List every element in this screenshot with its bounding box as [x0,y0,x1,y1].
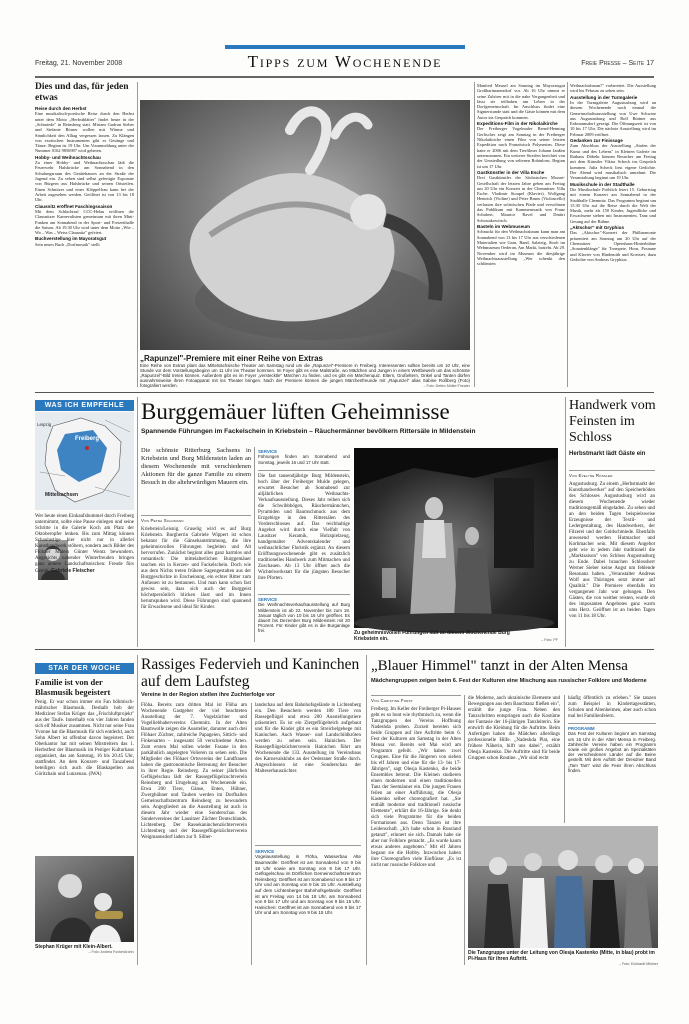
mensa-col3-box [568,696,656,822]
column-rule [137,82,138,387]
brief-text: Der Freiberger Vogelmaler Bernd-Henning Gerlischer zeigt am Sonntag in der Freiberger Nikolaikirche einen Film von seiner letzten Expedition nach Französisch Polynesien. Diese hatte er 2006 mit dem Tierfilmer Johann Janßen unternommen. Ein weiterer Streifen berichtet von der Umsiedlung von seltenen Robinlons. Beginn ist um 17 Uhr. [477,126,565,169]
recommend-paragraph: Wer heute einen Einkaufsbummel durch Freiberg unternimmt, sollte eine Pause einlegen und seine Schritte in die Galerie Koch am Platz der Oktoberopfer lenken. Bis zum Mittag können Schaulustige hier nicht nur in allerlei Kunsthandwerk stöbern, sondern auch Bilder des Flöhaer Malers Günter Wentz bewundern. Angesichts nahender Winterfreuden bringen ganz andere Landschaftsnischen: Freude fürs Gemüt. [35,514,134,574]
map-label-city: Freiberg [75,436,100,442]
mensa-program-label: PROGRAMM [568,726,595,731]
federvieh-service-box [255,848,361,964]
header-section-title: Tipps zum Wochenende [247,52,443,71]
top-left-items [35,106,134,392]
star-photo-credit: – Foto: Andrea Funke/Archiv [88,950,134,954]
header-rule [35,76,654,78]
header-date: Freitag, 21. November 2008 [35,60,123,67]
kriebstein-caption-text: Zu geheimnisvollen Führungen lädt an diesem Wochenende Burg Kriebstein ein. [354,630,510,642]
brief-text: Weihnachtsbaum?" vorbereitet. Die Ausstellung wird bis Februar zu sehen sein. [570,83,656,94]
main-lead: Die schönste Ritterburg Sachsens in Kriebstein und Burg Mildenstein laden an diesem Wochenende mit verschiedenen Aktionen für die ganze Familie zu einem Besuch in die altehrwürdigen Mauern ein. [141,447,251,486]
rapunzel-caption-title: „Rapunzel"-Premiere mit einer Reihe von Extras [140,354,323,363]
main-service-text: Führungen finden am Sonnabend und Sonntag, jeweils 16 und 17 Uhr statt. [258,454,350,465]
star-photo-figures [35,856,134,942]
header-accent-bar [225,45,465,49]
main-service2-label: SERVICE [258,597,278,602]
column-rule [474,82,475,387]
main-byline: Von Petra Schumann [141,518,184,523]
brief-item [35,106,134,154]
brief-title: Ausstellung in der Turmgalerie [570,94,638,100]
brief-item [35,155,134,203]
section-rule [35,392,654,393]
header-paper: Freie Presse – Seite 17 [581,60,654,67]
recommend-text [35,514,134,639]
brief-item [570,182,656,224]
brief-item [570,225,656,262]
brief-title: Reise durch den Herbst [35,106,87,111]
column-rule [366,655,367,965]
right-story-headline: Handwerk vom Feinsten im Schloss [569,398,656,445]
top-right-column-b [570,83,656,386]
mensa-caption-text: Die Tanzgruppe unter der Leitung von Olesja Kastenko (Mitte, in blau) probt im Pi-Haus für ihren Auftritt. [468,950,655,962]
star-text: Penig. Er war schon immer ein Fan böhmisch-mährischer Blasmusik. Deshalb hob der Mediziner Stefan Krüger das „Frischluftprojekt" aus der Taufe. Innerhalb von vier Jahren fanden sich elf Musiker zusammen. Nicht nur seine Frau Yvonne hat die Blasmusik für sich entdeckt, auch Sohn Albert ist offenbar davon begeistert. Der Oberkantor hat mit seinen Mitstreitern das 1. Herbstfest der Blasmusik im Peniger Kulturhaus organisiert, das am Samstag, 16 bis 20.45 Uhr, stattfindet. An dem Konzert- und Tanzabend beteiligen sich auch die Blaskapellen aus Göritzhain und Lunzenau. (IWA) [35,700,134,777]
rapunzel-caption-text: Eine Reihe von Extras plant das Mittelsächsische Theater am Samstag rund um die „Rapunzel"-Premiere in Freiberg. Interessenten sollten bereits um 10 Uhr, eine Stunde vor dem Vorstellungsbeginn um 11 Uhr ins Theater kommen. Im Foyer gibt es eine Malstraße, wo Mädchen und Jungen in einem Wettbewerb um das schönste „Rapunzel"-Bild treten können. Außerdem gibt es im Foyer „verstecktle" Märchen zu finden, und es gibt ein Märchenquiz. Eltern, Großeltern, Onkel und Tanten dürfen ausnahmsweise ihren Fotoapparat mit ins Theater bringen. Nach der Premiere können die jungen Märchenfreunde mit „Rapunzel" alias Sabine Roßberg (Foto) fotografiert werden. [140,363,470,389]
mensa-photo-credit: – Foto: Eckhardt Mildner [618,962,658,966]
main-headline: Burggemäuer lüften Geheimnisse [141,399,450,424]
brief-text: Manfred Meusel am Sonntag im Mayoratsgut Großhartmannsdorf vor. Ab 16 Uhr nimmt er seine Zuhörer mit in die nahe Vergangenheit und lässt sie teilhaben am Leben in der Dorfgemeinschaft. Im Anschluss findet eine Signierstunde statt und die Gäste können mit dem Autor ins Gespräch kommen. [477,83,565,120]
main-col2: Die fast tausendjährige Burg Mildenstein, hoch über der Freiberger Mulde gelegen, erwartet Besucher ab Sonnabend zur alljährlichen Weihnachts-Verkaufsausstellung. Dieses Jahr reihen sich die Schwibbbögen, Räuchermännchen, Pyramiden und Baumschmuck aus dem Erzgebirge in den Rittersälen des Vorderschlosses auf. Das reichhaltige Angebot wird durch eine Vielfalt von Lausitzer Keramik, Holzspielzeug, handgemalter Adventskalender und weihnachtlicher Floristik ergänzt. An diesem Eröffnungswochenende gibt es zusätzlich traditionelles Handwerk zum Mitmachen und Zuschauen. Ab 13 Uhr öffnet auch die Wichtelwerkstatt für die jüngsten Besucher ihre Pforten. [258,474,350,581]
federvieh-headline: Rassiges Federvieh und Kaninchen auf dem Laufsteg [141,656,360,690]
federvieh-service-label: SERVICE [255,849,275,854]
federvieh-service-text: Vogelausstellung in Flöha, Wasserbau Alte Baumwolle: Geöffnet ist am Sonnabend von 9 bis 18 Uhr sowie am Sonntag von 9 bis 17 Uhr. Geflügelschau im Dörflichen Gemeinschaftszentrum Reinsberg: Geöffnet ist am Sonnabend von 9 bis 17 Uhr und am Sonntag von 9 bis 15 Uhr. Ausstellung auf dem Lichtenberger Bahnhofsgelände: Geöffnet ist am Freitag von 14 bis 18 Uhr, am Sonnabend von 9 bis 17 Uhr und am Sonntag von 9 bis 15 Uhr. Hainichen: Geöffnet ist am Sonnabend von 9 bis 17 Uhr und am Sonntag von 9 bis 15 Uhr. [255,854,361,916]
mensa-col3: häufig öffentlich zu erleben." Sie tanzen zum Beispiel in Kindertagesstätten, Schulen und Altenheimen, aber auch schon mal bei Familienfeiern. [568,696,656,719]
mensa-headline: „Blauer Himmel" tanzt in der Alten Mensa [371,658,628,674]
service-rule [255,845,361,846]
brief-item [477,170,565,223]
region-map [35,412,134,510]
column-rule [564,695,565,823]
federvieh-col2: landschau auf dem Bahnhofsgelände in Lichtenberg ein. Den Besuchern werden 180 Tiere von Rassegeflügel und etwa 200 Ausstellungstiere präsentiert. Es ist ein Ziergeflügelteich aufgebaut und für die Kinder gibt es ein Streichelgehege mit Kaninchen. Auch Wasser- und Landschildkröten werden zu sehen sein. Hainichen. Der Rassegeflügelzüchterverein Hainichen führt am Wochenende die 133. Ausstellung im Vereinsbaus des Karnevalsklubs an der Oederaner Straße durch. Angeschlossen ist eine Sonderschau der Malteserhauszüchter. [255,703,361,774]
byline-rule [371,695,461,696]
service-rule [258,594,350,595]
brief-title: Hobby- und Weihnachtsschau [35,154,101,160]
star-caption-text: Stephan Krüger mit Klein-Albert. [35,944,113,950]
top-left-headline: Dies und das, für jeden etwas [35,82,129,103]
mensa-dancers [468,826,658,948]
star-photo-caption [35,944,134,954]
service-rule [258,470,350,471]
brief-text: Die Musikschule Fröhlich feiert 15. Geburtstag mit einem Konzert am Sonnabend in der Stadthalle Chemnitz. Das Programm beginnt um 15.30 Uhr auf die Reise durch die Welt der Musik, mehr als 150 Kinder, Jugendliche und Erwachsene stehen mit Instrumenten, Tanz und Gesang auf der Bühne. [570,186,656,224]
brief-item [35,204,134,236]
right-story-text: Augustusburg. Zu einem „Herbstmarkt der Kunsthandwerker" auf den Speicherböden des Schlosses Augustusburg wird an diesem Wochenende wieder traditionsgemäß eingeladen. Zu sehen und an den beiden Tagen beispielsweise Erzeugnisse der Textil- und Ledergestaltung, des Handwerkers, der Filzerei und der Goldschmiede. Ebenfalls anwesend werden Hutmacher und Korbmacher sein. Mit diesem Angebot geht wie in jedem Jahr traditionell die „Marktsaison" von Schloss Augustusburg zu Ende. Dabei brauchen Schlossherr Werner Sieber keine Angst um fehlende Resonanz haben. „Veranstalter Andreas Wolf aus Thüringen setzt immer auf Qualität." Die Premiere ebenfalls im vergangenen Jahr war gelungen. Den Gästen, die von weither reisten, wurde ob des imposanten Angebotes ganz warm ums Herz. Geöffnet ist an beiden Tagen von 11 bis 18 Uhr. [569,482,655,619]
brief-text: Mit dem Schlachtruf CCC-Helau eröffnen die Clausnitzer Karnevalisten gemeinsam mit ihren Mini-Funken am Sonnabend in der Sport- und Freizeithalle die Saison. Ab 19.30 Uhr wird unter dem Motto „Wie – Wo – Was – Weiss Clausnitz" gefeiert. [35,208,134,236]
main-service-box [258,448,350,465]
brief-text: Zu einer Hobby- und Weihnachtsschau lädt die Feuerwehr Halsbrücke am Sonnabend in den Schulungsraum des Gerätehauses an der Straße der Jugend ein. Zu sehen sind selbst gefertigte Exponate von Bürgern aus Halsbrücke und seinen Ortsteilen. Einen Schnitzer und einer Klöppelfrau kann bei der Arbeit zugesehen werden. Geöffnet ist von 13 bis 18 Uhr. [35,160,134,203]
right-story-byline: Von Evelyne Rössler [569,473,613,478]
main-col1: Kriebstein/Leisnig. Gruselig wird es auf Burg Kriebstein. Burgherrin Gabriele Wippert ist schon bekannt für die Gänsehautstimmung, die ihre geheimnisvollen Führungen begleiten und Alt bervorrufen. Zunächst beginnt alles ganz harmlos und romantisch: Die mittelalterlichen Burggemäuer tauchen ein in Kerzen- und Fackelschein. Doch wie aus dem Nichts treten frühere Sagengestalten aus der Burggeschichte in Erscheinung, ein echter Ritter zum Anfassen ist zu bestaunen. Und man kann schon fast gewiss sein, dass sich auch der Burggeist höchstpersönlich blicken lässt und im Innen herumspuken wird. Diese Führungen sind spannend für Erwachsene und ideal für Kinder. [141,527,251,610]
section-rule [35,649,654,650]
mensa-subheadline: Mädchengruppen zeigen beim 6. Fest der Kulturen eine Mischung aus russischer Folklore und Moderne [371,678,647,684]
recommend-label: WAS ICH EMPFEHLE [35,400,134,411]
brief-text: Sein neues Buch „Dorfmosaik" stellt [35,241,100,247]
column-rule [137,655,138,965]
star-label: STAR DER WOCHE [35,663,134,674]
mensa-col1: Freiberg. Im Keller der Freiberger Pi-Hauses geht es so bunt wie rhythmisch zu, wenn die Tanzgruppen des Vereins Hoffnung Nadeshda proben. Zurzeit bereiten sich beide Gruppen auf ihre Auftritte beim 6. Fest der Kulturen am Samstag in der Alten Mensa vor. Bereits seit Mai wird am Programm gefeilt. „Wir haben zwei Gruppen. Eine für die Jüngeren von sieben bis elf Jahren und eine für die 13- bis 17-Jährigen", sagt Olesja Kastenko, die beide Ensembles betreut. Die Kleinen studieren einen modernen und einen traditionellen Tanz der Seemänner ein. Die jungen Frauen feilen an einer Aufführung, die Olesja Kastenko selber choreografiert hat. „Sie enthält moderne und traditionell russische Elemente", erklärt die 16-Jährige. Sie denkt sich viele Programme für die beiden Formationen aus. Denn Tanzen ist ihre Leidenschaft. „Ich habe schon in Russland getanzt", erinnert sie sich. Damals habe sie aber nur Folklore gemacht. „Es wurde kaum etwas anderes angeboten." Mit elf Jahren begann sie die Hobby. Inzwischen haben ihre Choreografien viele Einflüsse: „Es ist nicht nur russische Folklore und [371,707,461,868]
kriebstein-caption [354,630,558,642]
recommend-author: Gabriele Fleischer [51,568,95,574]
program-rule [568,723,656,724]
mensa-col2: die Moderne, auch ukrainische Elemente und Bewegungen aus dem Bauchtanz fließen ein", erzählt die junge Frau. Neben den Tanzschritten entspringen auch die Kostüme der Fantasie der 16-jährigen Tanzleiterin. Sie entwirft die Kleidung für die Auftritte. Beim Anfertigen haben die Mädchen allerdings professionelle Hilfe. „Nadeshda Plat, eine frühere Näherin, hilft uns dabei", erzählt Olesja Kastenko. Die Auftritte sind für beide Gruppen schon Routine. „Wir sind recht [468,696,561,761]
brief-text: Zum Abschluss der Ausstellung „Stufen der Kunst und des Lebens" in Kleinen Galerie im Rathaus Döbeln können Besucher am Freitag mit dem Künstler Viktor Scheck ins Gespräch kommen. Julia Scheck liest eigene Gedichte. Der Abend wird musikalisch umrahmt. Die Veranstaltung beginnt um 19 Uhr. [570,143,656,181]
column-rule [254,447,255,642]
brief-title: Gastkünstler in der Villa Esche [477,169,545,175]
map-label-left: Leipzig [37,422,52,427]
brief-text: Schnuckt für den Weihnachtsbaum kann man am Sonnabend von 13 bis 17 Uhr aus verschiedenen Materialien wie Garn, Band, Salzteig, Stroh im Webmuseum Oederan, Am Markt, basteln. Ab 29. November wird im Museum die diesjährige Weihnachtsausstellung „Wer schenkt den schlönsten [477,229,565,267]
brief-item [477,121,565,169]
brief-title: Clausnitz eröffnet Faschingssaison [35,203,113,209]
brief-text: Eine musikalisch-poetische Reise durch den Herbst unter dem Motto „Herbstblätter" findet heute in der „Schmiede" in Reinsberg statt. Miriam Gudrun Sieber und Stefanie Börner wollen mit Wärme und Sinnlichkeit den Alltag vergessen lassen. Zu Klängen von exotischen Instrumenten gibt es Gesänge und Tänze. Beginn ist 19 Uhr. Um Voranmeldung unter der Nummer 0162 9856987 wird gebeten. [35,111,134,154]
column-rule [464,695,465,965]
brief-title: „Aktschor" mit Gryphius [570,225,624,231]
brief-text: In der Turmgalerie Augustusburg wird an diesem Wochenende noch einmal die Gemeinschaftsausstellung von Uwe Schwarz aus Augustusburg und Rolf Büttner aus Erdmannsdorf gezeigt. Die Öffnungszeit ist von 10 bis 17 Uhr. Die nächste Ausstellung wird im Februar 2009 eröffnet. [570,100,656,137]
kriebstein-photo-credit: – Foto: PF [541,638,558,642]
brief-title: Basteln im Webmuseum [477,223,531,229]
federvieh-subheadline: Vereine in der Region stellen ihre Zuchterfolge vor [141,692,275,698]
brief-item [570,138,656,180]
brief-item [35,236,134,247]
brief-title: Buchverstellung im Mayoratsgut [35,236,107,242]
mensa-byline: Von Christine Forst [371,698,413,703]
byline-rule [569,470,655,471]
brief-title: Musikschule in der Stadthalle [570,181,635,187]
brief-text: Drei Gastkünstler der Sächsischen Mozart-Gesellschaft der letzten Jahre geben am Freitag um 20 Uhr ein Konzert in der Chemnitzer Villa Esche. Vladimir Stoupel (Klavier), Wolfgang Hentrich (Violine) und Peter Bruns (Violoncello) verlassen ihre solistischen Pfade und verwöhnen das Publikum mit Kammermusik von Franz Schubert, Maurice Ravel und Dmitri Schostakowitsch. [477,175,565,223]
mensa-program-text: Das Fest der Kulturen beginnt am Samstag um 15 Uhr in der Alten Mensa in Freiberg. Zahlreiche Vereine haben ein Programm sowie ein großes Angebot an Spezialitäten der verschiedenen Länder auf die Beine gestellt. Mit dem Auftritt der Dresdner Band „Tam Tam" wird die Feier ihren Abschluss finden. [568,731,656,773]
top-left-column [35,82,134,382]
mensa-photo-caption [468,950,658,966]
brief-text: Das „Aktschor"-Konzert der Philharmonie präsentiert am Sonntag um 20 Uhr auf der Chemnitzer Opernhaus-Hinterbühne „Sonatenklänge" für Trompete, Horn, Posaune und Klavier von Hindemith und Koetsier, dazu Gedichte von Andreas Gryphius. [570,230,656,262]
byline-rule [141,515,251,516]
rapunzel-photo [140,100,470,350]
main-service2-text: Die Weihnachtsverkaufsausstellung auf Burg Mildenstein ist ab 22. November bis zum 18. Januar täglich von 10 bis 16 Uhr geöffnet. Es dauert bis Dezember Burg Mildenstein mit 20 Prozent. Für Kinder gibt es in die Burganlage frei. [258,602,350,634]
brief-item [477,224,565,266]
map-label-region: Mittelsachsen [45,492,79,498]
right-story-subheadline: Herbstmarkt lädt Gäste ein [569,451,646,457]
federvieh-col1: Flöha. Bereits zum dritten Mal ist Flöha am Wochenende Gastgeber der viel beachteten Ausstellung der 7. Vogelzüchter und Vogelliebhabervereins Chemnitz. In der Alten Baumwolle zeigen die Aussteller, darunter auch drei Flöhaer Züchter, zahlreiche Papageien, Sittich- und Finkenarten – insgesamt 50 verschiedene Arten. Zum ersten Mal sollen wieder Fasane in den parkähnlich angelegten Volieren zu sehen sein. Die Mitglieder des Flöhaer Ortsvereins der Landfrauen haben die gastronomische Betreuung der Besucher in ihrer Regie. Reinsberg. Zu seiner jährlichen Geflügelschau lädt der Rassegeflügelzuchtverein Reinsberg und Umgebung am Wochenende ein. Etwa 200 Tiere, Gänse, Enten, Hühner, Zwerghühner und Tauben werden im Dorfhallen Gemeinschaftszentrum Reinsberg zu bewundern sein. Angegliedert an die Ausstellung ist auch in diesem Jahr wieder eine Sonderschau des Sondervereines der Lausitzer Züchter Deutschlands. Lichtenberg. Der Rassekaninchenzüchterverein Lichtenberg und der Rassegeflügelzüchterverein Weigmannsdorf laden zur 9. Silber- [141,703,247,840]
rapunzel-figure-shapes [140,100,470,350]
mensa-photo [468,826,658,948]
column-rule [565,397,566,647]
brief-title: Expeditions-Film in der Nikolaikirche [477,121,558,127]
rapunzel-caption [140,354,470,388]
main-service2-box [258,596,350,640]
main-subheadline: Spannende Führungen im Fackelschein in Kriebstein – Räuchermänner bevölkern Rittersäle in Mildenstein [141,428,476,435]
top-right-column-a [477,83,565,386]
kriebstein-figures [354,448,558,628]
main-service-label: SERVICE [258,449,278,454]
column-rule [251,703,252,965]
star-photo [35,856,134,942]
column-rule [137,397,138,647]
column-rule [567,82,568,387]
brief-title: Gedanken zur Finissage [570,138,623,144]
kriebstein-photo [354,448,558,628]
brief-item [570,95,656,137]
rapunzel-photo-credit: – Foto: Detlev Müller/Theater [423,384,470,388]
star-headline: Familie ist von der Blasmusik begeistert [35,677,111,697]
